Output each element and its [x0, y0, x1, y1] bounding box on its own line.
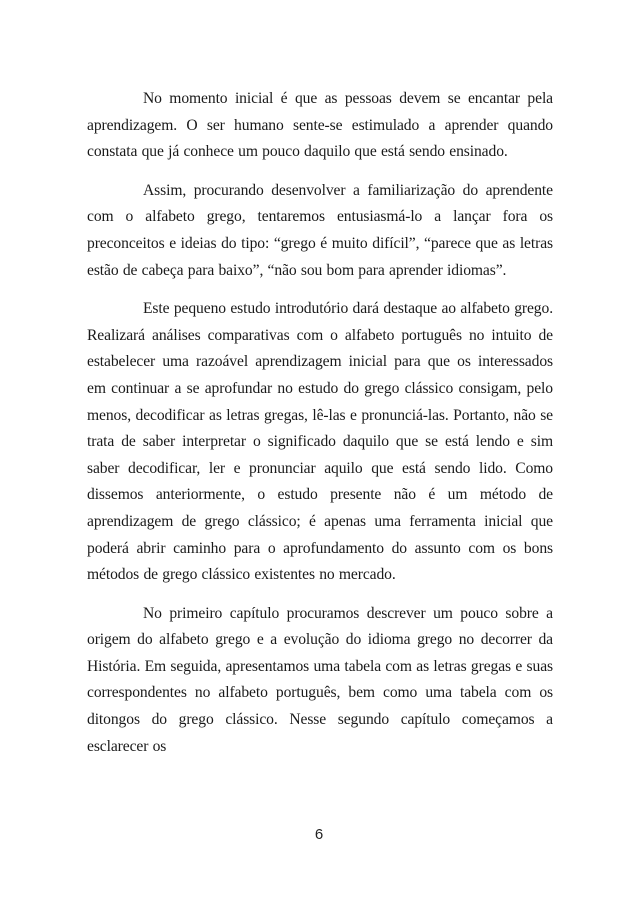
paragraph-3: Este pequeno estudo introdutório dará destaque ao alfabeto grego. Realizará análises comparativas com o alfabeto português no intuito de estabelecer uma razoável aprendizagem inicial para que os interessados em continuar a se aprofundar no estudo do grego clássico consigam, pelo menos, decodificar as letras gregas, lê-las e pronunciá-las. Portanto, não se trata de saber interpretar o significado daquilo que se está lendo e sim saber decodificar, ler e pronunciar aquilo que está sendo lido. Como dissemos anteriormente, o estudo presente não é um método de aprendizagem de grego clássico; é apenas uma ferramenta inicial que poderá abrir caminho para o aprofundamento do assunto com os bons métodos de grego clássico existentes no mercado. — [87, 300, 553, 584]
paragraph-1: No momento inicial é que as pessoas devem se encantar pela aprendizagem. O ser humano sente-se estimulado a aprender quando constata que já conhece um pouco daquilo que está sendo ensinado. — [87, 90, 553, 161]
page-body — [87, 86, 553, 772]
paragraph-4: No primeiro capítulo procuramos descrever um pouco sobre a origem do alfabeto grego e a evolução do idioma grego no decorrer da História. Em seguida, apresentamos uma tabela com as letras gregas e suas correspondentes no alfabeto português, bem como uma tabela com os ditongos do grego clássico. Nesse segundo capítulo começamos a esclarecer os — [87, 604, 553, 755]
page-number: 6 — [314, 826, 324, 843]
paragraph-2: Assim, procurando desenvolver a familiarização do aprendente com o alfabeto grego, tentaremos entusiasmá-lo a lançar fora os preconceitos e ideias do tipo: “grego é muito difícil”, “parece que as letras estão de cabeça para baixo”, “não sou bom para aprender idiomas”. — [87, 181, 553, 279]
